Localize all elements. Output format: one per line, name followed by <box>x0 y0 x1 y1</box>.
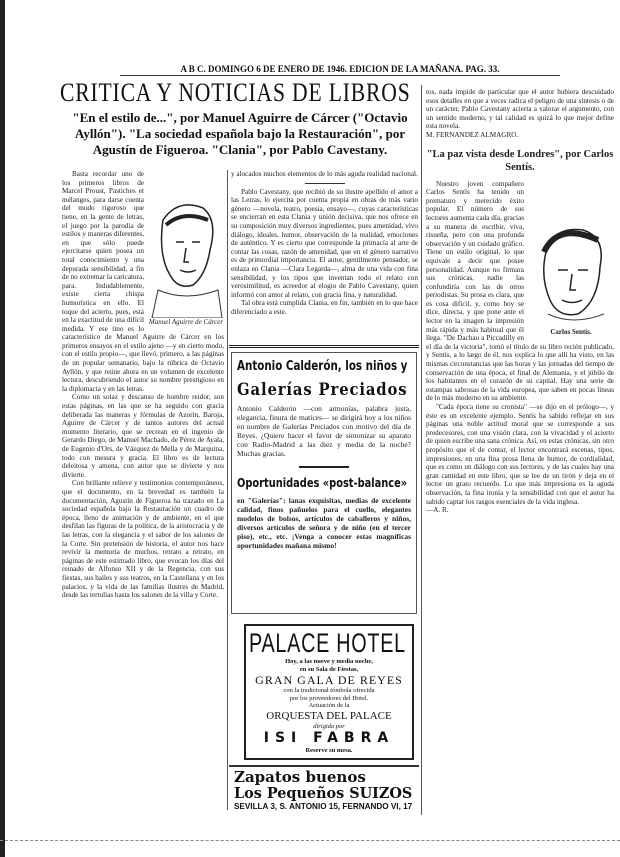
column-divider <box>227 170 228 810</box>
article-paragraph: Basta recordar uno de los primeros libros de Marcel Proust, Pastiches et mélanges, para darse cuenta del modo riguroso que tiene, en la gente de letras, el juego por la parodia de estilos y maneras diferentes, en que sólo puede ejercitarse quien posea un total conocimiento y una depurada sensibilidad, a fin de no extremar la caricatura, para. Indudablemente, existe cierta chispa humorística en ello. El toque del acierto, pues, está en la exactitud de una difícil medida. Y ese tino es lo característico de Manuel Aguirre de Cárcer en los primeros ensayos en el estilo ajeno —y en cierto modo, con el estilo propio—, que llevó, primero, a las páginas de un popular semanario, bajo la rúbrica de Octavio Ayllón, y que reúne ahora en un volumen de excelente lectura, descubriendo el autor su nombre prestigioso en la diplomacia y en las letras. <box>62 170 224 393</box>
ad-addresses: SEVILLA 3, S. ANTONIO 15, FERNANDO VI, 17 <box>234 801 413 811</box>
portrait-caption: Manuel Aguirre de Cárcer <box>148 318 224 326</box>
ad-gala: GRAN GALA DE REYES <box>255 673 403 687</box>
ad-brand: Galerías Preciados <box>237 380 408 400</box>
ad-text-box <box>249 658 409 666</box>
ad-brand: Los Pequeños SUIZOS <box>234 784 413 802</box>
portrait-drawing-icon <box>528 222 614 328</box>
page-edge <box>0 0 5 857</box>
article-paragraph: "Cada época tiene su cronista" —se dijo en el prólogo—, y éste es un excelente ejemplo. Sentís ha sabido reflejar en sus páginas una noble actitud moral que se corresponde a sus predecesores, con una visión clara, con la vivacidad y el acierto de quien escribe una sana crónica. Así, en estas crónicas, sin otro propósito que el de contar, el lector encontrará escenas, tipos, impresiones, en una fina prosa llena de humor, de cordialidad, que es como un diálogo con sus lectores, y de las cuales hay una gran cantidad en este libro, que se lee de un tirón y deja en el lector un grato recuerdo. Lo que más impresiona es la aguda observación, la fina ironía y la sensibilidad con que el autor ha sabido captar los rasgos esenciales de la vida inglesa. <box>426 403 614 506</box>
ad-hotel-name-box <box>249 628 409 658</box>
ad-zapatos <box>234 769 416 812</box>
ad-body: en "Galerías": lanas exquisitas, medias de excelente calidad, finos pañuelos para el cuello, elegantes modelos de bolsos, artículos de caballeros y niños, diversos artículos de señora y de niño (en el tercer piso), etc., etc. ¡Venga a conocer estas magníficas oportunidades mañana mismo! <box>237 496 411 550</box>
portrait-sentis <box>528 222 614 336</box>
ad-text-box <box>249 747 409 755</box>
ad-brand-box <box>234 785 416 801</box>
ad-text-box <box>249 687 409 695</box>
ad-heading-box <box>234 769 416 785</box>
ad-body: Antonio Calderón —con armonías, palabra justa, elegancia, finura de matices— se dirigirá hoy a los niños en nombre de Galerías Preciados con motivo del día de Reyes. ¿Quiere hacer el favor de sintonizar su aparato con Radio-Madrid a las diez y media de la noche? Muchas gracias. <box>237 404 411 458</box>
section-title: CRITICA Y NOTICIAS DE LIBROS <box>60 78 411 107</box>
ad-rule <box>229 345 419 348</box>
portrait-drawing-icon <box>148 190 224 318</box>
ad-heading: Zapatos buenos <box>234 768 366 786</box>
article-paragraph: Nuestro joven compañero Carlos Sentís ha tenido un prematuro y merecido éxito popular. El número de sus lectores aumenta cada día, gracias a su manera de escribir, viva, risueña, pero con una profunda observación y un cuidado gráfico. Tiene un estilo original, lo que equivale a decir que posee personalidad. Aunque no firmara sus crónicas, nadie las confundiría con las de otros periodistas. Su prosa es clara, que es cosa difícil, y, como hoy se dice, directa, y que pone ante el lector en la imagen la impresión más rápida y más habitual que él llega. "De Dachau a Piccadilly en el día de la victoria", tomó el título de su libro recién publicado, y Sentís, a lo largo de él, nos explica lo que allí ha visto, en las mismas circunstancias que las horas y las jornadas del tiempo de conservación de una época, el final de Alemania, y el júbilo de los habitantes en el corazón de su capital. Hay una serie de estampas sabrosas de la vida europea, que saben en pocas líneas de lo más moderno en su ambiente. <box>426 179 614 403</box>
ad-palace-hotel <box>244 624 414 760</box>
ad-orchestra: ORQUESTA DEL PALACE <box>266 709 392 722</box>
ad-text: con la tradicional tómbola ofrecida <box>283 687 375 694</box>
portrait-aguirre <box>148 190 224 326</box>
separator <box>305 183 345 184</box>
ad-text-box <box>249 723 409 731</box>
ad-galerias-preciados <box>231 352 417 614</box>
ad-heading: Antonio Calderón, los niños y <box>237 359 408 374</box>
signature: —A. R. <box>426 506 449 515</box>
article-paragraph: Como un solaz y descanso de hombre reidor, son estas páginas, en las que se ha seguido con gracia deliberada las maneras y fórmulas de Azorín, Baroja, Aguirre de Cárcer y de tantos autores del actual momento literario, que se recrean en el ingenio de Gerardo Diego, de Manuel Machado, de Pérez de Ayala, de Eugenio d'Ors, de Vázquez de Mella y de Marquina, todo con mesura y gracia. El libro es de lectura deleitosa y amena, con autor que se divierte y nos divierte. <box>62 393 224 479</box>
ad-hotel-name: PALACE HOTEL <box>249 628 406 658</box>
article-paragraph: y alocados muchos elementos de lo más aguda realidad nacional. <box>231 170 418 178</box>
ad-director-box <box>249 730 409 747</box>
section-title-box <box>60 79 418 107</box>
article-paragraph: tos, nada impide de particular que el autor hubiera descuidado esos detalles en que a veces radica el peligro de una síntesis o de un carácter. Pablo Cavestany acierta a valorar el argumento, con un sentido moderno, y tal calidad es quizá lo que mejor define esta novela. <box>426 88 614 131</box>
ad-text: Reserve su mesa. <box>305 747 353 754</box>
ad-heading-box <box>237 476 411 491</box>
ad-heading-box <box>237 359 411 375</box>
article-paragraph: Pablo Cavestany, que recibió de su ilustre apellido el amor a las Letras, lo ejercita por cuenta propia en obras de más vario género —novela, teatro, poesía, ensayo—, cuyas características se encierran en esta Clania y unión decisiva, que nos ofrece en su composición muy diversos ingredientes, pues amenidad, vivo diálogo, ideales, humor, observación de la realidad, emociones de auténtico. Y es cierto que corresponde la primacía al arte de contar las cosas, razón de amenidad, que en el género narrativo es de primordial importancia. El autor, gentilmente pensador, se enlaza en Clania —Clara Legarda—, alma de una vida con fina sensibilidad, y los tipos que inventan todo el relato con verosimilitud, es acreedor al elogio de Pablo Cavestany, quien informó con amor al relato, con gracia fina, y naturalidad. <box>231 187 418 299</box>
ad-text-box <box>249 702 409 710</box>
article-paragraph: Con brillante relieve y testimonios contemporáneos, que el documento, en la brevedad es también la documentación, Agustín de Figueroa ha trazado en La sociedad española bajo la Restauración un cuadro de época, lleno de animación y de ambiente, en el que desfilan las figuras de la política, de la aristocracia y de las letras, con la elegancia y el sabor de los salones de la Corte. Sin pretensión de historia, el autor nos hace revivir la memoria de muchos, retrato a retrato, en páginas de este estimado libro, que evocan los días del reinado de Alfonso XII y de la Regencia, con sus fiestas, sus bailes y sus teatros, en la Castellana y en los palacios, y la vida de las familias ilustres de Madrid, desde las tertulias hasta los salones de la villa y Corte. <box>62 479 224 600</box>
article-heading: "La paz vista desde Londres", por Carlos Sentís. <box>426 148 614 173</box>
ad-text-box <box>249 666 409 674</box>
ad-text-box <box>249 695 409 703</box>
ad-gala-box <box>249 673 409 687</box>
article-paragraph: Tal obra está cumplida Clania, en fin, también en lo que hace diferenciado a este. <box>231 299 418 316</box>
ad-brand-box <box>237 380 411 400</box>
ad-addresses-box <box>234 801 416 812</box>
ad-text: en su Sala de Fiestas, <box>299 665 359 673</box>
left-column <box>62 170 224 808</box>
ad-text: Actuación de la <box>308 702 350 709</box>
ad-text: por los proveedores del Hotel. <box>289 694 369 702</box>
separator <box>299 466 349 468</box>
page-header: A B C. DOMINGO 6 DE ENERO DE 1946. EDICION DE LA MAÑANA. PAG. 33. <box>180 64 500 74</box>
middle-column <box>231 170 418 342</box>
ad-rule <box>229 765 419 767</box>
page-header-box <box>120 64 560 76</box>
ad-text: dirigida por <box>313 722 345 730</box>
page-bottom-rule <box>0 840 620 841</box>
ad-text: Hoy, a las nueve y media noche, <box>285 658 373 665</box>
column-divider <box>421 85 422 815</box>
portrait-caption: Carlos Sentís. <box>550 327 592 336</box>
ad-director: ISI FABRA <box>263 730 395 746</box>
ad-orchestra-box <box>249 710 409 723</box>
ad-heading: Oportunidades «post-balance» <box>237 476 408 490</box>
right-column <box>426 88 614 816</box>
article-subtitle: "En el estilo de...", por Manuel Aguirre de Cárcer ("Octavio Ayllón"). "La sociedad española bajo la Restauración", por Agustín de Figueroa. "Clania", por Pablo Cavestany. <box>72 110 408 157</box>
signature: M. FERNANDEZ ALMAGRO. <box>426 130 519 139</box>
